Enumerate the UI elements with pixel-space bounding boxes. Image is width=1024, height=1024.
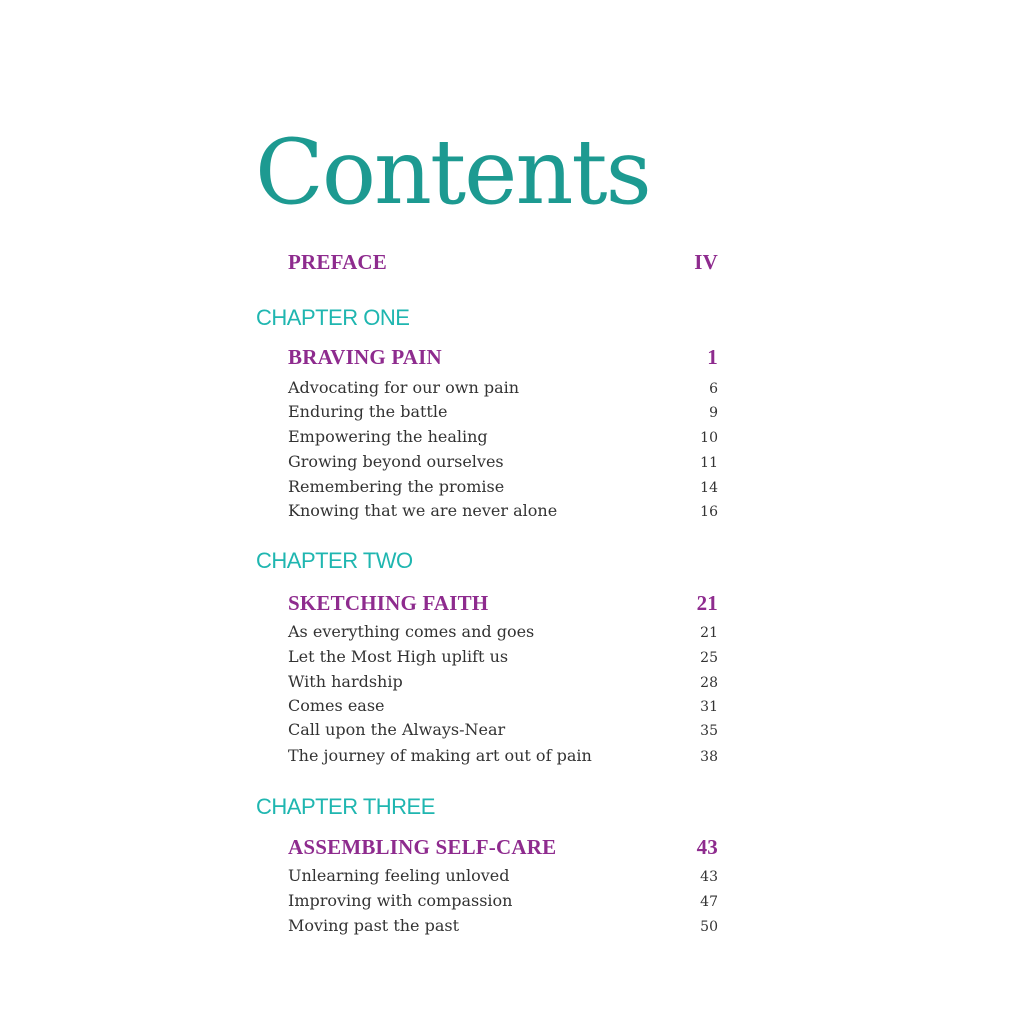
toc-item-page: 43 [700, 869, 718, 885]
toc-item-label: Knowing that we are never alone [288, 501, 558, 520]
toc-item-label: Enduring the battle [288, 402, 448, 421]
toc-item-page: 16 [700, 504, 718, 520]
toc-item-label: Improving with compassion [288, 891, 513, 910]
toc-item-label: Growing beyond ourselves [288, 452, 504, 471]
toc-section-page: IV [694, 250, 718, 274]
toc-section-label: SKETCHING FAITH [288, 591, 489, 615]
toc-item[interactable] [288, 477, 718, 496]
toc-item[interactable] [288, 427, 718, 446]
page-title: Contents [255, 120, 650, 225]
toc-item-page: 14 [700, 480, 718, 496]
toc-section-assembling-self-care[interactable] [288, 835, 718, 860]
toc-item-label: Empowering the healing [288, 427, 488, 446]
toc-item-page: 9 [709, 405, 718, 421]
toc-section-page: 1 [707, 345, 718, 369]
chapter-heading-two: CHAPTER TWO [256, 548, 413, 573]
toc-item[interactable] [288, 501, 718, 520]
toc-item-label: Let the Most High uplift us [288, 647, 509, 666]
toc-item-page: 11 [700, 455, 718, 471]
toc-section-label: ASSEMBLING SELF-CARE [288, 835, 557, 859]
toc-item[interactable] [288, 647, 718, 666]
toc-item[interactable] [288, 916, 718, 935]
toc-section-page: 43 [696, 835, 718, 859]
toc-item[interactable] [288, 866, 718, 885]
toc-preface[interactable] [288, 250, 718, 275]
toc-item[interactable] [288, 452, 718, 471]
toc-item-label: Moving past the past [288, 916, 460, 935]
toc-item-label: Advocating for our own pain [288, 378, 520, 397]
toc-item-page: 10 [700, 430, 718, 446]
toc-item-page: 38 [700, 749, 718, 765]
toc-section-label: PREFACE [288, 250, 388, 274]
toc-section-label: BRAVING PAIN [288, 345, 442, 369]
toc-item-page: 6 [709, 381, 718, 397]
toc-item[interactable] [288, 746, 718, 765]
toc-item-page: 47 [700, 894, 718, 910]
toc-item[interactable] [288, 696, 718, 715]
toc-item-label: As everything comes and goes [288, 622, 535, 641]
toc-item-label: With hardship [288, 672, 403, 691]
toc-item-page: 31 [700, 699, 718, 715]
toc-item[interactable] [288, 672, 718, 691]
toc-item-page: 50 [700, 919, 718, 935]
toc-item[interactable] [288, 720, 718, 739]
toc-item[interactable] [288, 622, 718, 641]
toc-item[interactable] [288, 891, 718, 910]
toc-item[interactable] [288, 402, 718, 421]
toc-item-page: 21 [700, 625, 718, 641]
toc-item[interactable] [288, 378, 718, 397]
toc-item-label: Call upon the Always-Near [288, 720, 506, 739]
toc-item-page: 28 [700, 675, 718, 691]
chapter-heading-three: CHAPTER THREE [256, 794, 435, 819]
toc-section-page: 21 [696, 591, 718, 615]
toc-section-braving-pain[interactable] [288, 345, 718, 370]
toc-item-label: Unlearning feeling unloved [288, 866, 510, 885]
toc-item-label: The journey of making art out of pain [288, 746, 592, 765]
toc-item-page: 35 [700, 723, 718, 739]
toc-item-page: 25 [700, 650, 718, 666]
toc-section-sketching-faith[interactable] [288, 591, 718, 616]
toc-item-label: Comes ease [288, 696, 385, 715]
chapter-heading-one: CHAPTER ONE [256, 305, 410, 330]
toc-item-label: Remembering the promise [288, 477, 505, 496]
